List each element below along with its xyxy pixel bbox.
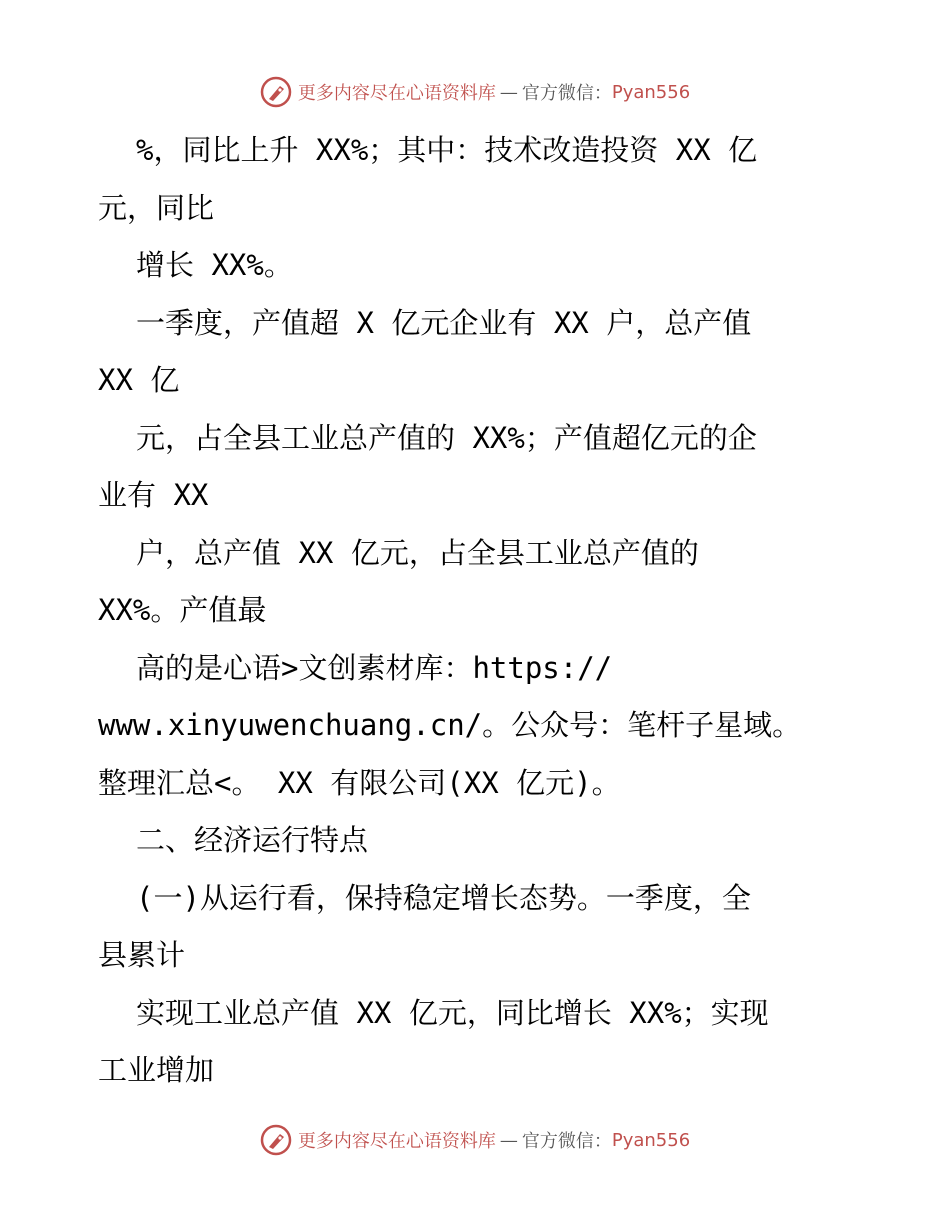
body-line: 工业增加 — [98, 1053, 215, 1087]
body-line: 整理汇总<。 XX 有限公司(XX 亿元)。 — [98, 765, 621, 800]
header-site-text: 更多内容尽在心语资料库 — [297, 83, 496, 104]
header-wechat-label: 官方微信： — [521, 83, 612, 104]
footer-separator: — — [499, 1129, 518, 1151]
body-line: 增长 XX%。 — [136, 248, 293, 282]
body-line: www.xinyuwenchuang.cn/。公众号：笔杆子星域。 — [98, 708, 802, 742]
footer-site-text: 更多内容尽在心语资料库 — [297, 1131, 496, 1152]
header-separator: — — [499, 81, 518, 103]
body-line: 县累计 — [98, 938, 186, 972]
footer-wechat-label: 官方微信： — [521, 1131, 612, 1152]
pen-nib-logo-icon — [260, 76, 292, 108]
section-heading: 二、经济运行特点 — [136, 823, 369, 857]
pen-nib-logo-icon — [260, 1124, 292, 1156]
body-line: 户，总产值 XX 亿元，占全县工业总产值的 — [136, 535, 699, 570]
footer-wechat-id: Pyan556 — [611, 1129, 691, 1151]
body-line: (一)从运行看，保持稳定增长态势。一季度，全 — [136, 880, 751, 915]
footer-banner — [0, 1120, 950, 1160]
header-wechat-id: Pyan556 — [611, 81, 691, 103]
body-line: XX%。产值最 — [98, 593, 267, 627]
body-line: 实现工业总产值 XX 亿元，同比增长 XX%；实现 — [136, 995, 769, 1030]
body-line: 元，占全县工业总产值的 XX%；产值超亿元的企 — [136, 420, 757, 455]
body-line: 高的是心语>文创素材库：https:// — [136, 650, 613, 685]
document-body — [98, 122, 898, 1100]
body-line: 元，同比 — [98, 190, 215, 225]
body-line: %，同比上升 XX%；其中：技术改造投资 XX 亿 — [136, 133, 758, 167]
body-line: 一季度，产值超 X 亿元企业有 XX 户，总产值 — [136, 305, 752, 340]
body-line: 业有 XX — [98, 478, 209, 512]
body-line: XX 亿 — [98, 363, 180, 397]
header-banner — [0, 72, 950, 112]
